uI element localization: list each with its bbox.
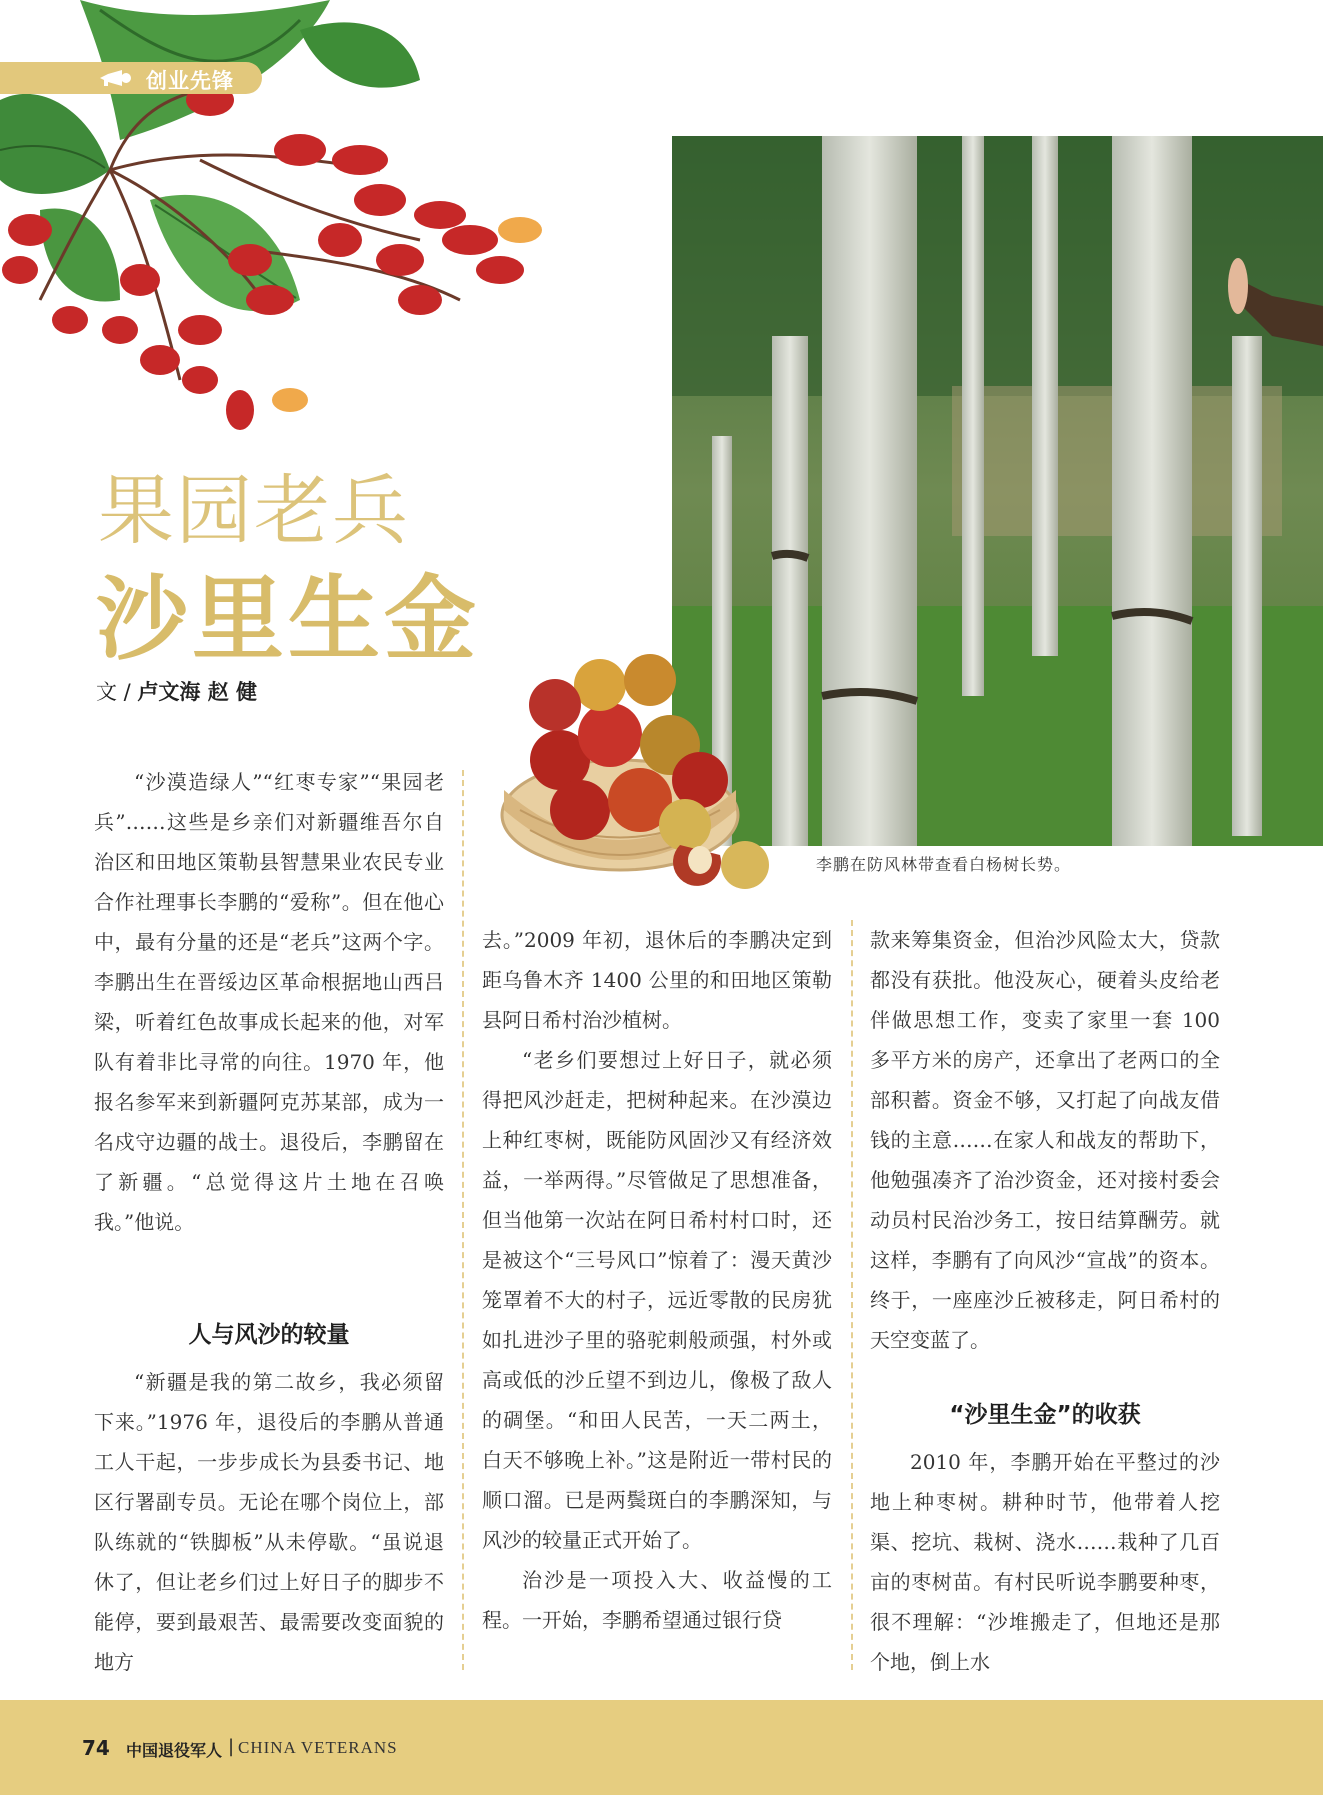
- bugle-icon: [98, 68, 134, 88]
- footer-separator: |: [228, 1736, 235, 1757]
- jujube-basket-illustration: [500, 640, 790, 895]
- photo-caption: 李鹏在防风林带查看白杨树长势。: [816, 855, 1072, 874]
- column-1: [94, 762, 444, 1242]
- title-line-2: 沙里生金: [96, 566, 481, 673]
- subheading-wind-sand: [94, 1316, 444, 1349]
- paragraph: “新疆是我的第二故乡，我必须留下来。”1976 年，退役后的李鹏从普通工人干起，一步步成长为县委书记、地区行署副专员。无论在哪个岗位上，部队练就的“铁脚板”从未停歇。“虽说退休了，但让老乡们过上好日子的脚步不能停，要到最艰苦、最需要改变面貌的地方: [94, 1370, 444, 1674]
- column-3-continued: [870, 1442, 1220, 1682]
- paragraph: 去。”2009 年初，退休后的李鹏决定到距乌鲁木齐 1400 公里的和田地区策勒县阿日希村治沙植树。: [482, 928, 832, 1032]
- jujube-fruits-in-basket: [529, 654, 728, 851]
- column-2: [482, 920, 832, 1640]
- title-line-1: 果园老兵: [98, 466, 410, 555]
- paragraph: 2010 年，李鹏开始在平整过的沙地上种枣树。耕种时节，他带着人挖渠、挖坑、栽树、浇水……栽种了几百亩的枣树苗。有村民听说李鹏要种枣，很不理解：“沙堆搬走了，但地还是那个地，倒上水: [870, 1450, 1220, 1674]
- subheading-text: 人与风沙的较量: [188, 1322, 350, 1348]
- page-number: 74: [82, 1736, 110, 1760]
- byline-prefix: 文 /: [96, 680, 138, 704]
- authors: 卢文海 赵 健: [137, 680, 258, 704]
- paragraph: “老乡们要想过上好日子，就必须得把风沙赶走，把树种起来。在沙漠边上种红枣树，既能防风固沙又有经济效益，一举两得。”尽管做足了思想准备，但当他第一次站在阿日希村村口时，还是被这个“三号风口”惊着了：漫天黄沙笼罩着不大的村子，远近零散的民房犹如扎进沙子里的骆驼刺般顽强，村外或高或低的沙丘望不到边儿，像极了敌人的碉堡。“和田人民苦，一天二两土，白天不够晚上补。”这是附近一带村民的顺口溜。已是两鬓斑白的李鹏深知，与风沙的较量正式开始了。: [482, 1048, 832, 1552]
- paragraph: 治沙是一项投入大、收益慢的工程。一开始，李鹏希望通过银行贷: [482, 1568, 832, 1632]
- magazine-name-cn: 中国退役军人: [126, 1741, 223, 1760]
- section-tag: [0, 62, 262, 94]
- paragraph: 款来筹集资金，但治沙风险太大，贷款都没有获批。他没灰心，硬着头皮给老伴做思想工作，变卖了家里一套 100 多平方米的房产，还拿出了老两口的全部积蓄。资金不够，又打起了向战友借钱的主意……在家人和战友的帮助下，他勉强凑齐了治沙资金，还对接村委会动员村民治沙务工，按日结算酬劳。就这样，李鹏有了向风沙“宣战”的资本。终于，一座座沙丘被移走，阿日希村的天空变蓝了。: [870, 928, 1220, 1352]
- byline: [96, 676, 257, 706]
- subheading-harvest: [870, 1396, 1220, 1429]
- column-3: [870, 920, 1220, 1360]
- column-divider: [851, 920, 853, 1670]
- magazine-name-en: CHINA VETERANS: [238, 1738, 398, 1757]
- subheading-text: “沙里生金”的收获: [949, 1402, 1141, 1428]
- page-footer: [0, 1700, 1323, 1795]
- paragraph: “沙漠造绿人”“红枣专家”“果园老兵”……这些是乡亲们对新疆维吾尔自治区和田地区策勒县智慧果业农民专业合作社理事长李鹏的“爱称”。但在他心中，最有分量的还是“老兵”这两个字。李鹏出生在晋绥边区革命根据地山西吕梁，听着红色故事成长起来的他，对军队有着非比寻常的向往。1970 年，他报名参军来到新疆阿克苏某部，成为一名戍守边疆的战士。退役后，李鹏留在了新疆。“总觉得这片土地在召唤我。”他说。: [94, 770, 444, 1234]
- column-divider: [462, 770, 464, 1670]
- column-1-continued: [94, 1362, 444, 1682]
- section-tag-label: 创业先锋: [146, 69, 234, 93]
